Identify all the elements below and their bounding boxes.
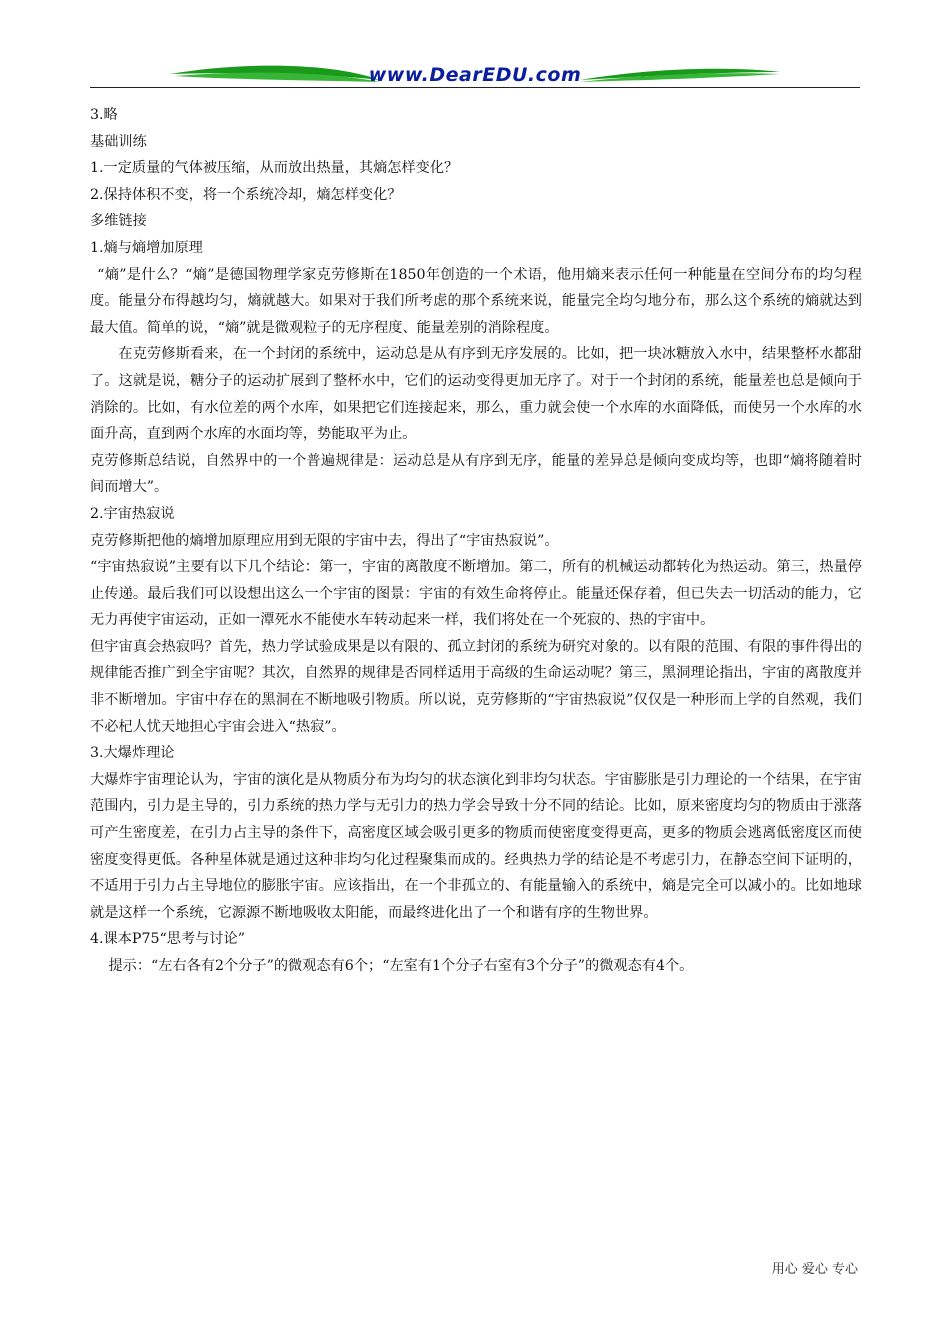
question-2: 2.保持体积不变，将一个系统冷却，熵怎样变化？ [90, 186, 402, 203]
paragraph-hint: 提示：“左右各有2个分子”的微观态有6个；“左室有1个分子右室有3个分子”的微观态有4个。 [108, 958, 694, 974]
paragraph-heat-death-conclusions: “宇宙热寂说”主要有以下几个结论：第一，宇宙的离散度不断增加。第二，所有的机械运动都转化为热运动。第三，热量停止传递。最后我们可以设想出这么一个宇宙的图景：宇宙的有效生命将停止。能量还保存着，但已失去一切活动的能力，它无力再使宇宙运动，正如一潭死水不能使水车转动起来一样，我们将处在一个死寂的、热的宇宙中。 [90, 559, 862, 629]
section-basic-training: 基础训练 [90, 133, 147, 150]
paragraph-entropy-definition: “熵”是什么？“熵”是德国物理学家克劳修斯在1850年创造的一个术语，他用熵来表示任何一种能量在空间分布的均匀程度。能量分布得越均匀，熵就越大。如果对于我们所考虑的那个系统来说，能量完全均匀地分布，那么这个系统的熵就达到最大值。简单的说，“熵”就是微观粒子的无序程度、能量差别的消除程度。 [90, 266, 862, 336]
question-1: 1.一定质量的气体被压缩，从而放出热量，其熵怎样变化？ [90, 160, 459, 177]
paragraph-clausius-summary: 克劳修斯总结说，自然界中的一个普遍规律是：运动总是从有序到无序，能量的差异总是倾向变成均等，也即“熵将随着时间而增大”。 [90, 452, 862, 496]
header-rule [90, 87, 860, 88]
paragraph-clausius-view: 在克劳修斯看来，在一个封闭的系统中，运动总是从有序到无序发展的。比如，把一块冰糖放入水中，结果整杯水都甜了。这就是说，糖分子的运动扩展到了整杯水中，它们的运动变得更加无序了。对于一个封闭的系统，能量差也总是倾向于消除的。比如，有水位差的两个水库，如果把它们连接起来，那么，重力就会使一个水库的水面降低，而使另一个水库的水面升高，直到两个水库的水面均等，势能取平为止。 [90, 346, 862, 443]
subheading-big-bang: 3.大爆炸理论 [90, 745, 175, 762]
subheading-entropy-principle: 1.熵与熵增加原理 [90, 239, 203, 256]
paragraph-big-bang: 大爆炸宇宙理论认为，宇宙的演化是从物质分布为均匀的状态演化到非均匀状态。宇宙膨胀是引力理论的一个结果，在宇宙范围内，引力是主导的，引力系统的热力学与无引力的热力学会导致十分不同的结论。比如，原来密度均匀的物质由于涨落可产生密度差，在引力占主导的条件下，高密度区域会吸引更多的物质而使密度变得更高，更多的物质会逃离低密度区而使密度变得更低。各种星体就是通过这种非均匀化过程聚集而成的。经典热力学的结论是不考虑引力，在静态空间下证明的，不适用于引力占主导地位的膨胀宇宙。应该指出，在一个非孤立的、有能量输入的系统中，熵是完全可以减小的。比如地球就是这样一个系统，它源源不断地吸收太阳能，而最终进化出了一个和谐有序的生物世界。 [90, 771, 862, 921]
page-header [90, 60, 860, 94]
section-extended-links: 多维链接 [90, 213, 147, 230]
paragraph-heat-death-critique: 但宇宙真会热寂吗？首先，热力学试验成果是以有限的、孤立封闭的系统为研究对象的。以有限的范围、有限的事件得出的规律能否推广到全宇宙呢？其次，自然界的规律是否同样适用于高级的生命运动呢？第三，黑洞理论指出，宇宙的离散度并非不断增加。宇宙中存在的黑洞在不断地吸引物质。所以说，克劳修斯的“宇宙热寂说”仅仅是一种形而上学的自然观，我们不必杞人忧天地担心宇宙会进入“热寂”。 [90, 638, 862, 735]
subheading-heat-death: 2.宇宙热寂说 [90, 505, 175, 522]
document-body [90, 102, 862, 980]
subheading-textbook-discussion: 4.课本P75“思考与讨论” [90, 931, 245, 948]
item-3-brief: 3.略 [90, 107, 118, 123]
footer-motto: 用心 爱心 专心 [771, 1262, 858, 1277]
site-logo-text[interactable]: www.DearEDU.com [368, 64, 582, 86]
paragraph-heat-death-intro: 克劳修斯把他的熵增加原理应用到无限的宇宙中去，得出了“宇宙热寂说”。 [90, 532, 559, 549]
